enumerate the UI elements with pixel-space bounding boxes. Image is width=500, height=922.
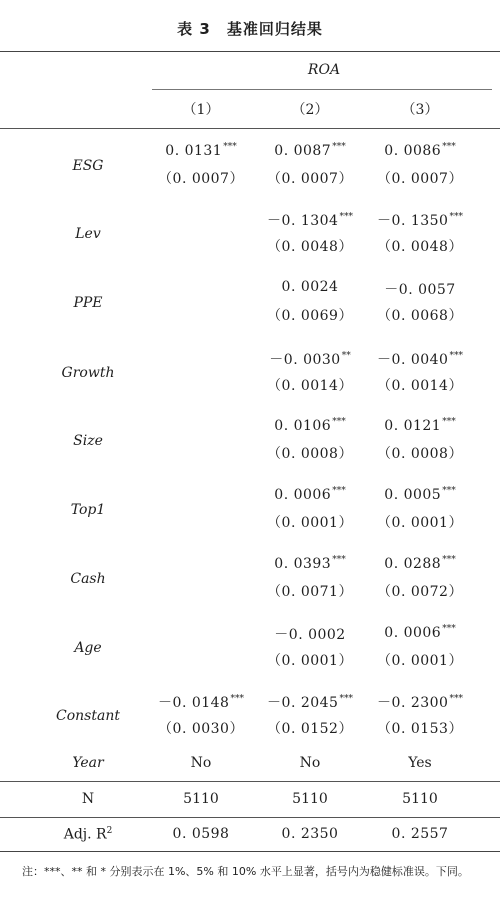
year-value: Yes <box>408 755 432 771</box>
table-note: 注：***、** 和 * 分别表示在 1%、5% 和 10% 水平上显著，括号内为稳健标准误。下同。 <box>22 865 469 878</box>
n-value: 5110 <box>292 791 328 807</box>
standard-error: （0. 0001） <box>267 515 353 531</box>
coefficient-value: 0. 0121 <box>384 418 442 434</box>
significance-stars: *** <box>332 417 346 427</box>
significance-stars: *** <box>230 694 244 704</box>
coefficient-cell <box>255 692 365 712</box>
adjr2-rule <box>0 817 500 818</box>
adj-r2-value: 0. 0598 <box>172 826 230 842</box>
header-rule <box>0 128 500 129</box>
standard-error: （0. 0007） <box>377 171 463 187</box>
coefficient-value: －0. 0057 <box>384 282 456 298</box>
coefficient-cell <box>146 692 256 712</box>
coefficient-cell <box>365 279 475 299</box>
standard-error: （0. 0048） <box>377 239 463 255</box>
significance-stars: *** <box>442 486 456 496</box>
standard-error: （0. 0014） <box>267 378 353 394</box>
top-rule <box>0 51 500 52</box>
coefficient-cell <box>365 555 475 572</box>
n-value: 5110 <box>402 791 438 807</box>
adj-r2-label <box>40 826 136 843</box>
row-label: Top1 <box>70 502 106 518</box>
significance-stars: ** <box>341 351 351 361</box>
coefficient-value: －0. 0030 <box>269 352 341 368</box>
bottom-rule <box>0 851 500 852</box>
coefficient-value: 0. 0086 <box>384 143 442 159</box>
significance-stars: *** <box>449 351 463 361</box>
significance-stars: *** <box>442 142 456 152</box>
coefficient-cell <box>255 210 365 230</box>
coefficient-cell <box>365 486 475 503</box>
column-number-3: （3） <box>401 102 439 118</box>
coefficient-cell <box>255 349 365 369</box>
standard-error: （0. 0072） <box>377 584 463 600</box>
row-label: Cash <box>70 571 106 587</box>
coefficient-cell <box>255 279 365 295</box>
significance-stars: *** <box>449 212 463 222</box>
standard-error: （0. 0008） <box>377 446 463 462</box>
standard-error: （0. 0001） <box>377 653 463 669</box>
standard-error: （0. 0007） <box>267 171 353 187</box>
standard-error: （0. 0048） <box>267 239 353 255</box>
coefficient-value: 0. 0106 <box>274 418 332 434</box>
coefficient-value: －0. 0040 <box>377 352 449 368</box>
column-number-1: （1） <box>182 102 220 118</box>
n-label: N <box>81 791 95 807</box>
adj-r2-value: 0. 2350 <box>281 826 339 842</box>
row-label: PPE <box>73 295 103 311</box>
row-label: Size <box>73 433 103 449</box>
coefficient-value: 0. 0087 <box>274 143 332 159</box>
coefficient-cell <box>365 624 475 641</box>
standard-error: （0. 0001） <box>267 653 353 669</box>
n-rule <box>0 781 500 782</box>
coefficient-value: 0. 0288 <box>384 556 442 572</box>
coefficient-cell <box>146 142 256 159</box>
coefficient-value: －0. 1304 <box>267 213 339 229</box>
header-sub-rule <box>152 89 492 90</box>
adj-r2-value: 0. 2557 <box>391 826 449 842</box>
row-label: Lev <box>75 226 101 242</box>
significance-stars: *** <box>332 486 346 496</box>
coefficient-value: －0. 2300 <box>377 695 449 711</box>
coefficient-cell <box>365 692 475 712</box>
year-value: No <box>299 755 321 771</box>
adj-r2-superscript: 2 <box>106 826 113 836</box>
row-label: Growth <box>61 365 115 381</box>
significance-stars: *** <box>442 624 456 634</box>
coefficient-cell <box>365 142 475 159</box>
coefficient-cell <box>255 486 365 503</box>
standard-error: （0. 0008） <box>267 446 353 462</box>
significance-stars: *** <box>449 694 463 704</box>
standard-error: （0. 0014） <box>377 378 463 394</box>
coefficient-cell <box>255 142 365 159</box>
coefficient-value: －0. 0148 <box>158 695 230 711</box>
year-value: No <box>190 755 212 771</box>
standard-error: （0. 0007） <box>158 171 244 187</box>
significance-stars: *** <box>332 555 346 565</box>
row-label: Constant <box>56 708 120 724</box>
coefficient-cell <box>255 417 365 434</box>
coefficient-value: 0. 0131 <box>165 143 223 159</box>
coefficient-value: 0. 0393 <box>274 556 332 572</box>
table-title: 表 3 基准回归结果 <box>177 20 323 38</box>
standard-error: （0. 0069） <box>267 308 353 324</box>
standard-error: （0. 0153） <box>377 721 463 737</box>
coefficient-cell <box>255 624 365 644</box>
coefficient-value: －0. 1350 <box>377 213 449 229</box>
coefficient-cell <box>255 555 365 572</box>
standard-error: （0. 0001） <box>377 515 463 531</box>
significance-stars: *** <box>442 555 456 565</box>
year-label: Year <box>72 755 104 771</box>
coefficient-value: 0. 0005 <box>384 487 442 503</box>
significance-stars: *** <box>223 142 237 152</box>
dependent-variable-header: ROA <box>307 62 341 78</box>
significance-stars: *** <box>332 142 346 152</box>
standard-error: （0. 0068） <box>377 308 463 324</box>
standard-error: （0. 0071） <box>267 584 353 600</box>
row-label: ESG <box>72 158 104 174</box>
coefficient-value: 0. 0006 <box>384 625 442 641</box>
coefficient-cell <box>365 210 475 230</box>
n-value: 5110 <box>183 791 219 807</box>
standard-error: （0. 0152） <box>267 721 353 737</box>
significance-stars: *** <box>339 212 353 222</box>
adj-r2-label-text: Adj. R <box>63 826 107 843</box>
coefficient-value: 0. 0006 <box>274 487 332 503</box>
coefficient-value: －0. 2045 <box>267 695 339 711</box>
column-number-2: （2） <box>291 102 329 118</box>
coefficient-value: －0. 0002 <box>274 627 346 643</box>
coefficient-value: 0. 0024 <box>281 279 339 295</box>
coefficient-cell <box>365 349 475 369</box>
row-label: Age <box>74 640 102 656</box>
standard-error: （0. 0030） <box>158 721 244 737</box>
significance-stars: *** <box>442 417 456 427</box>
significance-stars: *** <box>339 694 353 704</box>
coefficient-cell <box>365 417 475 434</box>
